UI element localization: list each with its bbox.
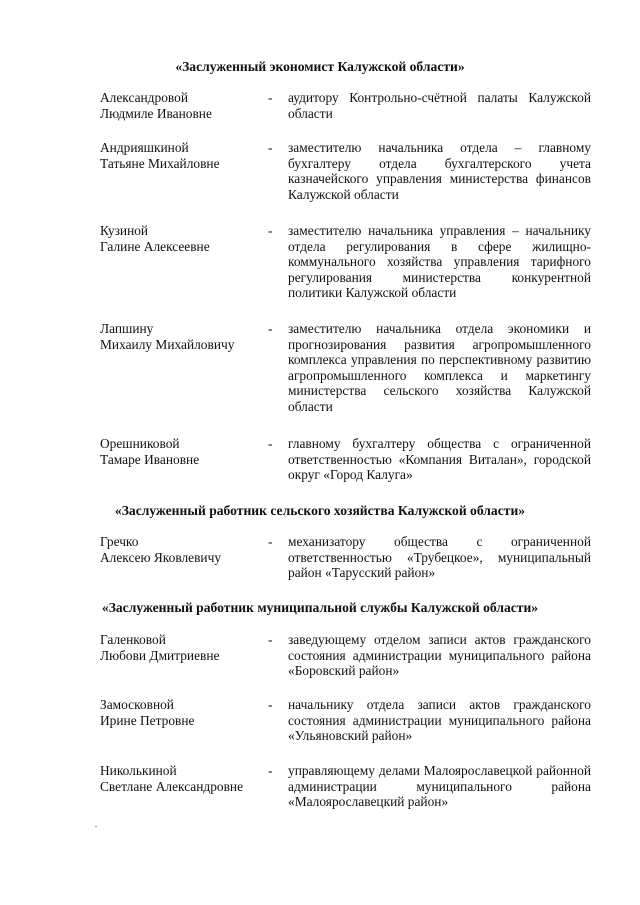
recipient-position: заместителю начальника отдела экономики и прогнозирования развития агропромышленного комплекса управления по перспективному развитию агропромышленного комплекса и маркетингу министерства сельского хозяйства Калужской области xyxy=(288,321,591,414)
recipient-position: управляющему делами Малоярославецкой районной администрации муниципального района «Малоярославецкий район» xyxy=(288,763,591,810)
scan-speck xyxy=(95,826,97,827)
recipient-position: заместителю начальника отдела – главному бухгалтеру отдела бухгалтерского учета казначейского управления министерства финансов Калужской области xyxy=(288,140,591,202)
entry-dash: - xyxy=(268,321,273,336)
recipient-surname: Гречко xyxy=(100,534,139,549)
entry-dash: - xyxy=(268,697,273,712)
recipient-surname: Кузиной xyxy=(100,223,149,238)
recipient-surname: Орешниковой xyxy=(100,436,180,451)
recipient-given-names: Татьяне Михайловне xyxy=(100,155,220,171)
recipient-surname: Александровой xyxy=(100,90,188,105)
section-heading-agriculture: «Заслуженный работник сельского хозяйства Калужской области» xyxy=(114,503,526,518)
recipient-surname: Андрияшкиной xyxy=(100,140,189,155)
recipient-given-names: Ирине Петровне xyxy=(100,712,195,728)
recipient-position: главному бухгалтеру общества с ограниченной ответственностью «Компания Виталан», городской округ «Город Калуга» xyxy=(288,436,591,483)
recipient-given-names: Алексею Яковлевичу xyxy=(100,549,222,565)
recipient-position: заведующему отделом записи актов гражданского состояния администрации муниципального района «Боровский район» xyxy=(288,632,591,679)
recipient-surname: Лапшину xyxy=(100,321,154,336)
recipient-position: аудитору Контрольно-счётной палаты Калужской области xyxy=(288,90,591,121)
entry-dash: - xyxy=(268,140,273,155)
recipient-name xyxy=(100,321,260,352)
recipient-given-names: Любови Дмитриевне xyxy=(100,647,220,663)
recipient-surname: Николькиной xyxy=(100,763,177,778)
recipient-name xyxy=(100,223,260,254)
recipient-name xyxy=(100,90,260,121)
entry-dash: - xyxy=(268,632,273,647)
recipient-position: заместителю начальника управления – начальнику отдела регулирования в сфере жилищно-коммунального хозяйства управления тарифного регулирования министерства конкурентной политики Калужской области xyxy=(288,223,591,301)
entry-dash: - xyxy=(268,436,273,451)
recipient-surname: Галенковой xyxy=(100,632,166,647)
recipient-surname: Замосковной xyxy=(100,697,174,712)
entry-dash: - xyxy=(268,90,273,105)
recipient-position: начальнику отдела записи актов гражданского состояния администрации муниципального района «Ульяновский район» xyxy=(288,697,591,744)
recipient-name xyxy=(100,436,260,467)
recipient-given-names: Галине Алексеевне xyxy=(100,238,210,254)
section-heading-economist: «Заслуженный экономист Калужской области» xyxy=(175,59,465,74)
entry-dash: - xyxy=(268,223,273,238)
recipient-given-names: Михаилу Михайловичу xyxy=(100,336,235,352)
recipient-given-names: Людмиле Ивановне xyxy=(100,105,212,121)
recipient-name xyxy=(100,697,260,728)
recipient-given-names: Тамаре Ивановне xyxy=(100,451,200,467)
entry-dash: - xyxy=(268,763,273,778)
recipient-name xyxy=(100,763,260,794)
recipient-given-names: Светлане Александровне xyxy=(100,778,244,794)
recipient-name xyxy=(100,534,260,565)
recipient-name xyxy=(100,632,260,663)
recipient-name xyxy=(100,140,260,171)
recipient-position: механизатору общества с ограниченной ответственностью «Трубецкое», муниципальный район «Тарусский район» xyxy=(288,534,591,581)
section-heading-municipal-service: «Заслуженный работник муниципальной службы Калужской области» xyxy=(101,600,539,615)
entry-dash: - xyxy=(268,534,273,549)
